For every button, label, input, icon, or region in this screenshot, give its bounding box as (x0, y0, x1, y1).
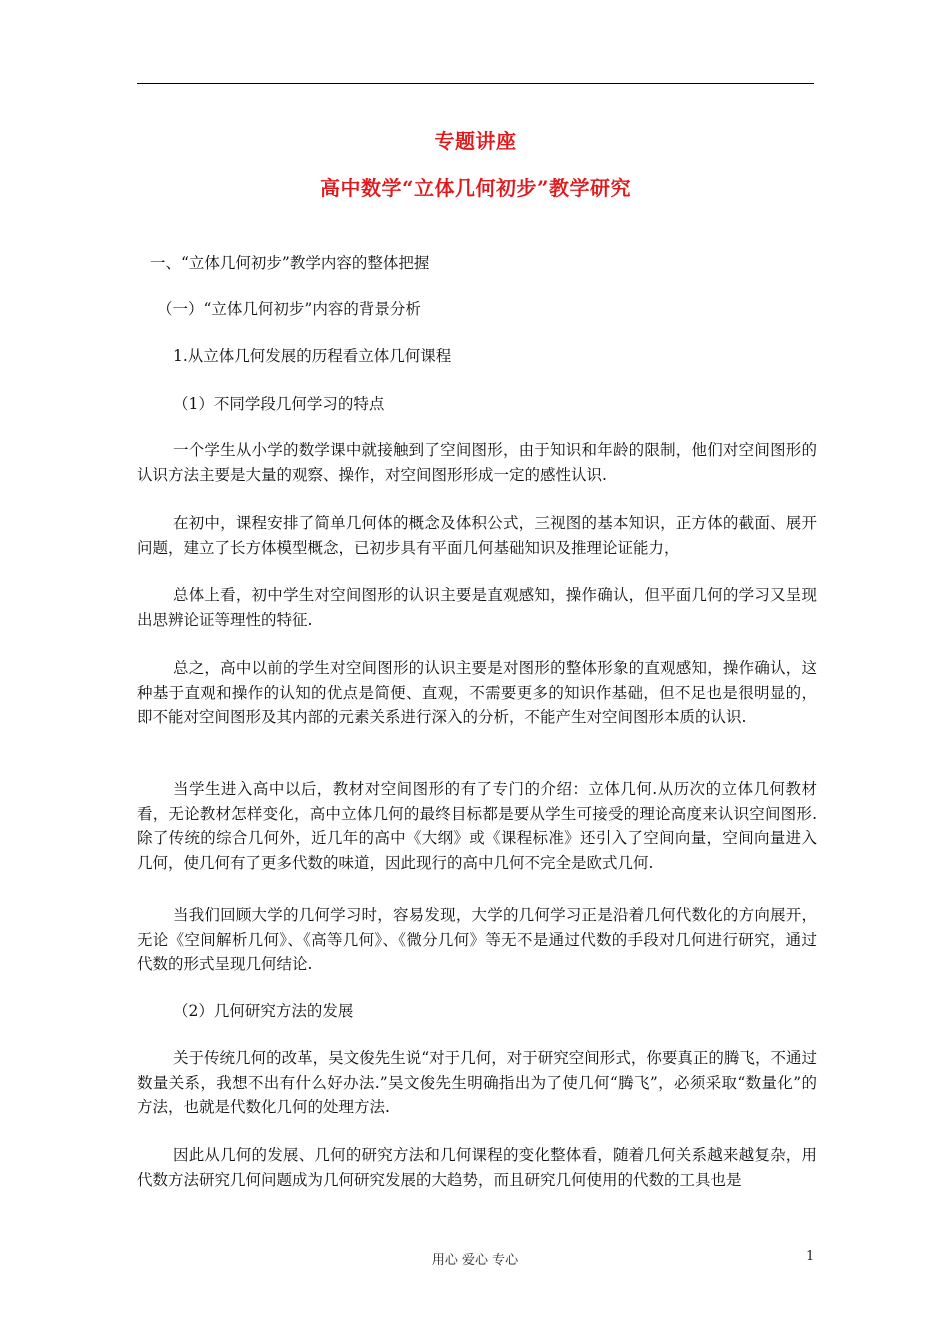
document-title: 高中数学“立体几何初步”教学研究 (319, 176, 631, 200)
paragraph-3: 总体上看，初中学生对空间图形的认识主要是直观感知，操作确认，但平面几何的学习又呈现出思辨论证等理性的特征. (137, 586, 817, 629)
footer-motto: 用心 爱心 专心 (431, 1253, 519, 1268)
heading-level-2: （一）“立体几何初步”内容的背景分析 (157, 300, 421, 318)
paragraph-4: 总之，高中以前的学生对空间图形的认识主要是对图形的整体形象的直观感知，操作确认，这种基于直观和操作的认知的优点是简便、直观，不需要更多的知识作基础，但不足也是很明显的，即不能对空间图形及其内部的元素关系进行深入的分析，不能产生对空间图形本质的认识. (137, 659, 817, 726)
heading-level-1: 一、“立体几何初步”教学内容的整体把握 (150, 254, 430, 272)
paragraph-6: 当我们回顾大学的几何学习时，容易发现，大学的几何学习正是沿着几何代数化的方向展开，无论《空间解析几何》、《高等几何》、《微分几何》等无不是通过代数的手段对几何进行研究，通过代数的形式呈现几何结论. (137, 906, 817, 973)
header-rule (137, 83, 814, 84)
paragraph-8: 因此从几何的发展、几何的研究方法和几何课程的变化整体看，随着几何关系越来越复杂，用代数方法研究几何问题成为几何研究发展的大趋势，而且研究几何使用的代数的工具也是 (137, 1146, 817, 1189)
paragraph-5: 当学生进入高中以后，教材对空间图形的有了专门的介绍：立体几何.从历次的立体几何教材看，无论教材怎样变化，高中立体几何的最终目标都是要从学生可接受的理论高度来认识空间图形.除了传统的综合几何外，近几年的高中《大纲》或《课程标准》还引入了空间向量，空间向量进入几何，使几何有了更多代数的味道，因此现行的高中几何不完全是欧式几何. (137, 780, 817, 872)
heading-level-4-methods: （2）几何研究方法的发展 (173, 1002, 354, 1020)
page-number: 1 (806, 1249, 815, 1264)
document-subject: 专题讲座 (434, 129, 517, 153)
heading-level-4-features: （1）不同学段几何学习的特点 (173, 395, 385, 413)
paragraph-1: 一个学生从小学的数学课中就接触到了空间图形，由于知识和年龄的限制，他们对空间图形的认识方法主要是大量的观察、操作，对空间图形形成一定的感性认识. (137, 441, 817, 484)
heading-level-3: 1.从立体几何发展的历程看立体几何课程 (173, 347, 452, 365)
paragraph-7: 关于传统几何的改革，吴文俊先生说“对于几何，对于研究空间形式，你要真正的腾飞，不通过数量关系，我想不出有什么好办法.”吴文俊先生明确指出为了使几何“腾飞”，必须采取“数量化”的方法，也就是代数化几何的处理方法. (137, 1049, 817, 1116)
paragraph-2: 在初中，课程安排了简单几何体的概念及体积公式，三视图的基本知识，正方体的截面、展开问题，建立了长方体模型概念，已初步具有平面几何基础知识及推理论证能力， (137, 514, 817, 557)
